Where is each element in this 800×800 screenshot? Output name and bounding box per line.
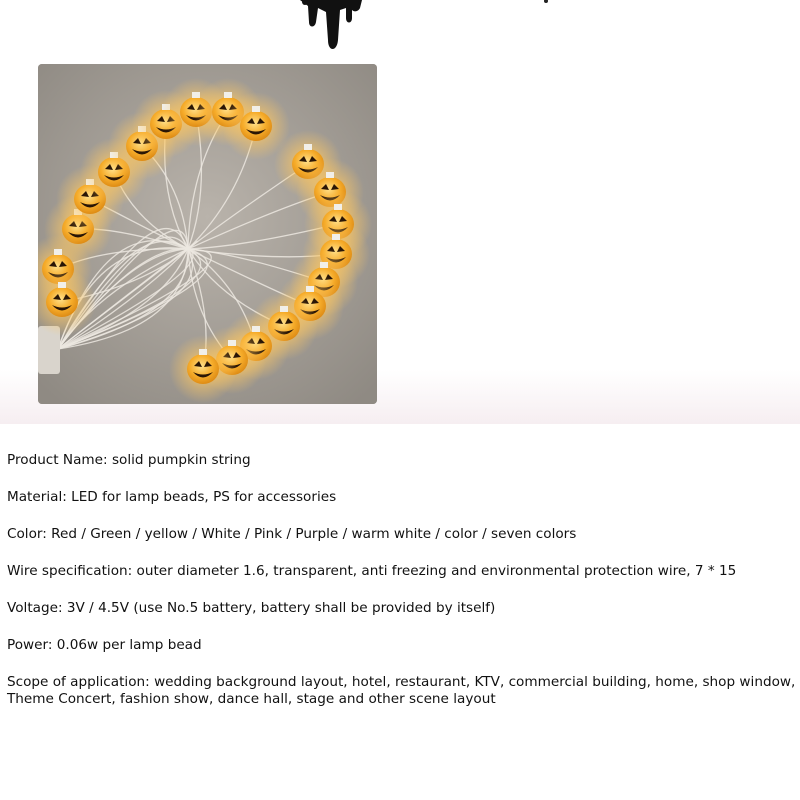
spec-scope-of-application: Scope of application: wedding background layout, hotel, restaurant, KTV, commercial building, home, shop window, Theme Concert, fashion show, dance hall, stage and other scene layout (7, 674, 796, 707)
pumpkin-string-lights-image (38, 64, 377, 404)
product-specifications (7, 452, 799, 728)
spec-material: Material: LED for lamp beads, PS for accessories (7, 489, 337, 505)
spec-product-name: Product Name: solid pumpkin string (7, 452, 251, 468)
pumpkin-bulb (169, 335, 237, 403)
spec-power: Power: 0.06w per lamp bead (7, 637, 202, 653)
spec-voltage: Voltage: 3V / 4.5V (use No.5 battery, battery shall be provided by itself) (7, 600, 496, 616)
spec-wire-specification: Wire specification: outer diameter 1.6, transparent, anti freezing and environmental protection wire, 7 * 15 (7, 563, 737, 579)
top-banner (0, 0, 800, 60)
dripping-paint-graphic (0, 0, 800, 60)
spec-color: Color: Red / Green / yellow / White / Pink / Purple / warm white / color / seven colors (7, 526, 577, 542)
product-photo (38, 64, 377, 404)
